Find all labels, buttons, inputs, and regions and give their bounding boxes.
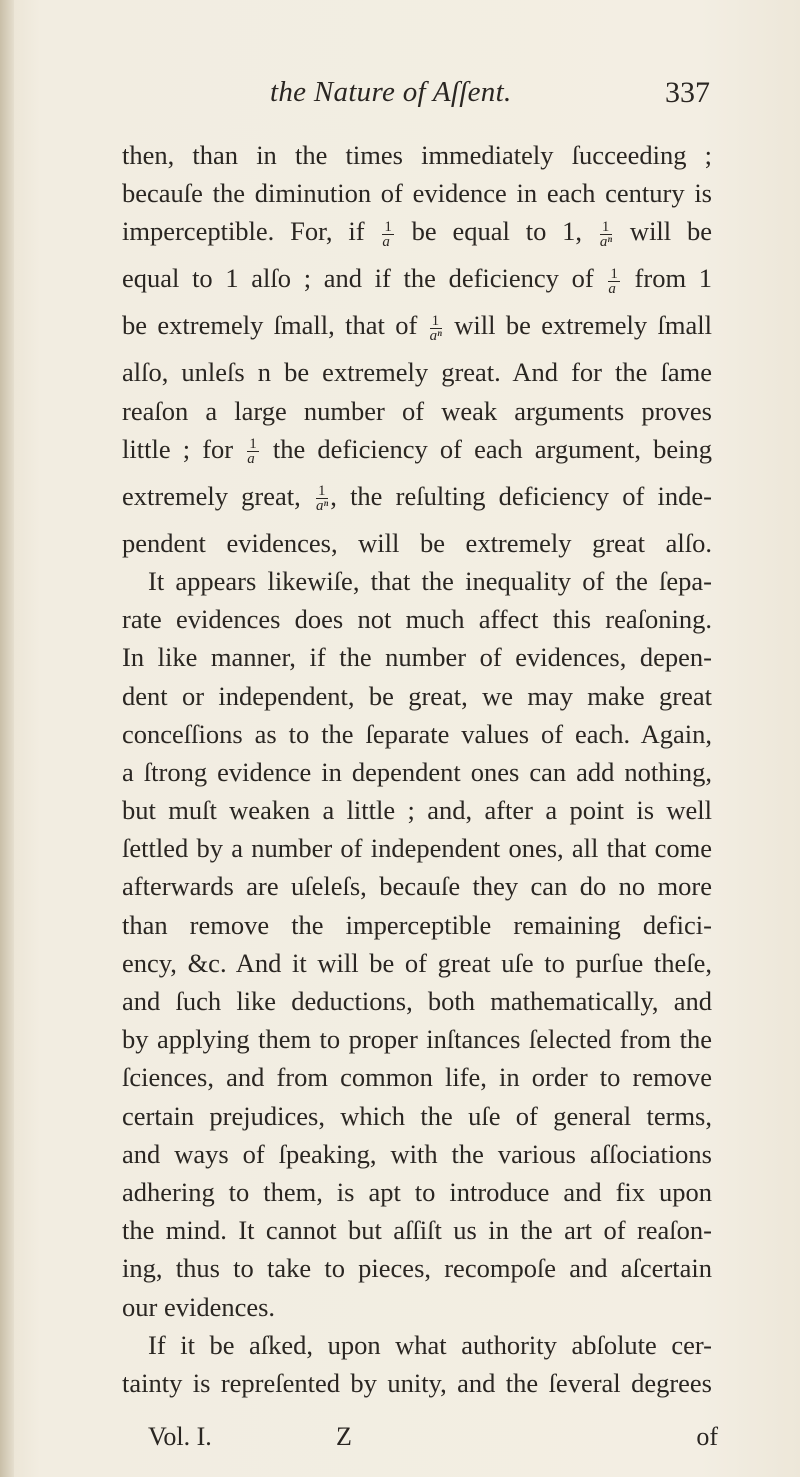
text-line: It appears likewiſe, that the inequality of the ſepa-	[148, 565, 712, 596]
page-footer	[148, 1422, 718, 1462]
fraction: $\frac{1}{a}$	[608, 265, 618, 297]
text-line: than remove the imperceptible remaining defici-	[122, 909, 712, 940]
text-line: conceſſions as to the ſeparate values of each. Again,	[122, 718, 712, 749]
text-line: ing, thus to take to pieces, recompoſe and aſcertain	[122, 1253, 712, 1284]
text-line: little ; for $\frac{1}{a}$ the deficiency of each argument, being	[122, 433, 712, 468]
fraction: $\frac{1}{\text{aⁿ}}$	[599, 218, 613, 250]
text-line: a ſtrong evidence in dependent ones can add nothing,	[122, 756, 712, 787]
text-line: afterwards are uſeleſs, becauſe they can do no more	[122, 871, 712, 902]
text-line: and ways of ſpeaking, with the various aſſociations	[122, 1138, 712, 1169]
text-line: ſettled by a number of independent ones, all that come	[122, 833, 712, 864]
text-line: the mind. It cannot but aſſiſt us in the art of reaſon-	[122, 1215, 712, 1246]
body-text	[122, 136, 712, 1402]
text-line: certain prejudices, which the uſe of general terms,	[122, 1100, 712, 1131]
text-line: ency, &c. And it will be of great uſe to purſue theſe,	[122, 947, 712, 978]
text-line: equal to 1 alſo ; and if the deficiency of $\frac{1}{a}$ from 1	[122, 263, 712, 297]
fraction: $\frac{1}{\text{aⁿ}}$	[315, 483, 329, 515]
page-binding-shadow	[0, 0, 14, 1477]
catchword: of	[696, 1422, 718, 1451]
text-line: becauſe the diminution of evidence in each century is	[122, 178, 712, 209]
text-line: and ſuch like deductions, both mathematically, and	[122, 986, 712, 1016]
signature-mark: Z	[336, 1422, 352, 1451]
text-line: our evidences.	[122, 1291, 276, 1322]
text-line: pendent evidences, will be extremely great alſo.	[122, 527, 712, 558]
volume-mark: Vol. I.	[148, 1422, 212, 1451]
page-number: 337	[665, 76, 710, 109]
running-title: the Nature of Aſſent.	[270, 76, 512, 108]
text-line: rate evidences does not much affect this reaſoning.	[122, 604, 712, 635]
text-line: ſciences, and from common life, in order to remove	[122, 1062, 712, 1093]
fraction: $\frac{1}{a}$	[382, 218, 392, 250]
text-line: tainty is repreſented by unity, and the ſeveral degrees	[122, 1367, 712, 1398]
text-line: reaſon a large number of weak arguments proves	[122, 395, 712, 426]
text-line: alſo, unleſs n be extremely great. And for the ſame	[122, 357, 712, 388]
text-line: imperceptible. For, if $\frac{1}{a}$ be equal to 1, $\frac{1}{\text{aⁿ}}$ will be	[122, 216, 712, 250]
text-line: by applying them to proper inſtances ſelected from the	[122, 1024, 712, 1055]
text-line: If it be aſked, upon what authority abſolute cer-	[148, 1329, 712, 1360]
text-line: then, than in the times immediately ſucceeding ;	[122, 140, 712, 170]
text-line: In like manner, if the number of evidences, depen-	[122, 642, 712, 673]
fraction: $\frac{1}{\text{aⁿ}}$	[429, 312, 442, 344]
fraction: $\frac{1}{a}$	[247, 436, 257, 468]
text-line: be extremely ſmall, that of $\frac{1}{\text{aⁿ}}$ will be extremely ſmall	[122, 310, 712, 344]
text-line: but muſt weaken a little ; and, after a point is well	[122, 795, 712, 826]
text-line: extremely great, $\frac{1}{\text{aⁿ}}$ , the reſulting deficiency of inde-	[122, 480, 712, 515]
page-header	[270, 76, 710, 116]
text-line: adhering to them, is apt to introduce and fix upon	[122, 1176, 712, 1207]
text-line: dent or independent, be great, we may make great	[122, 680, 712, 711]
